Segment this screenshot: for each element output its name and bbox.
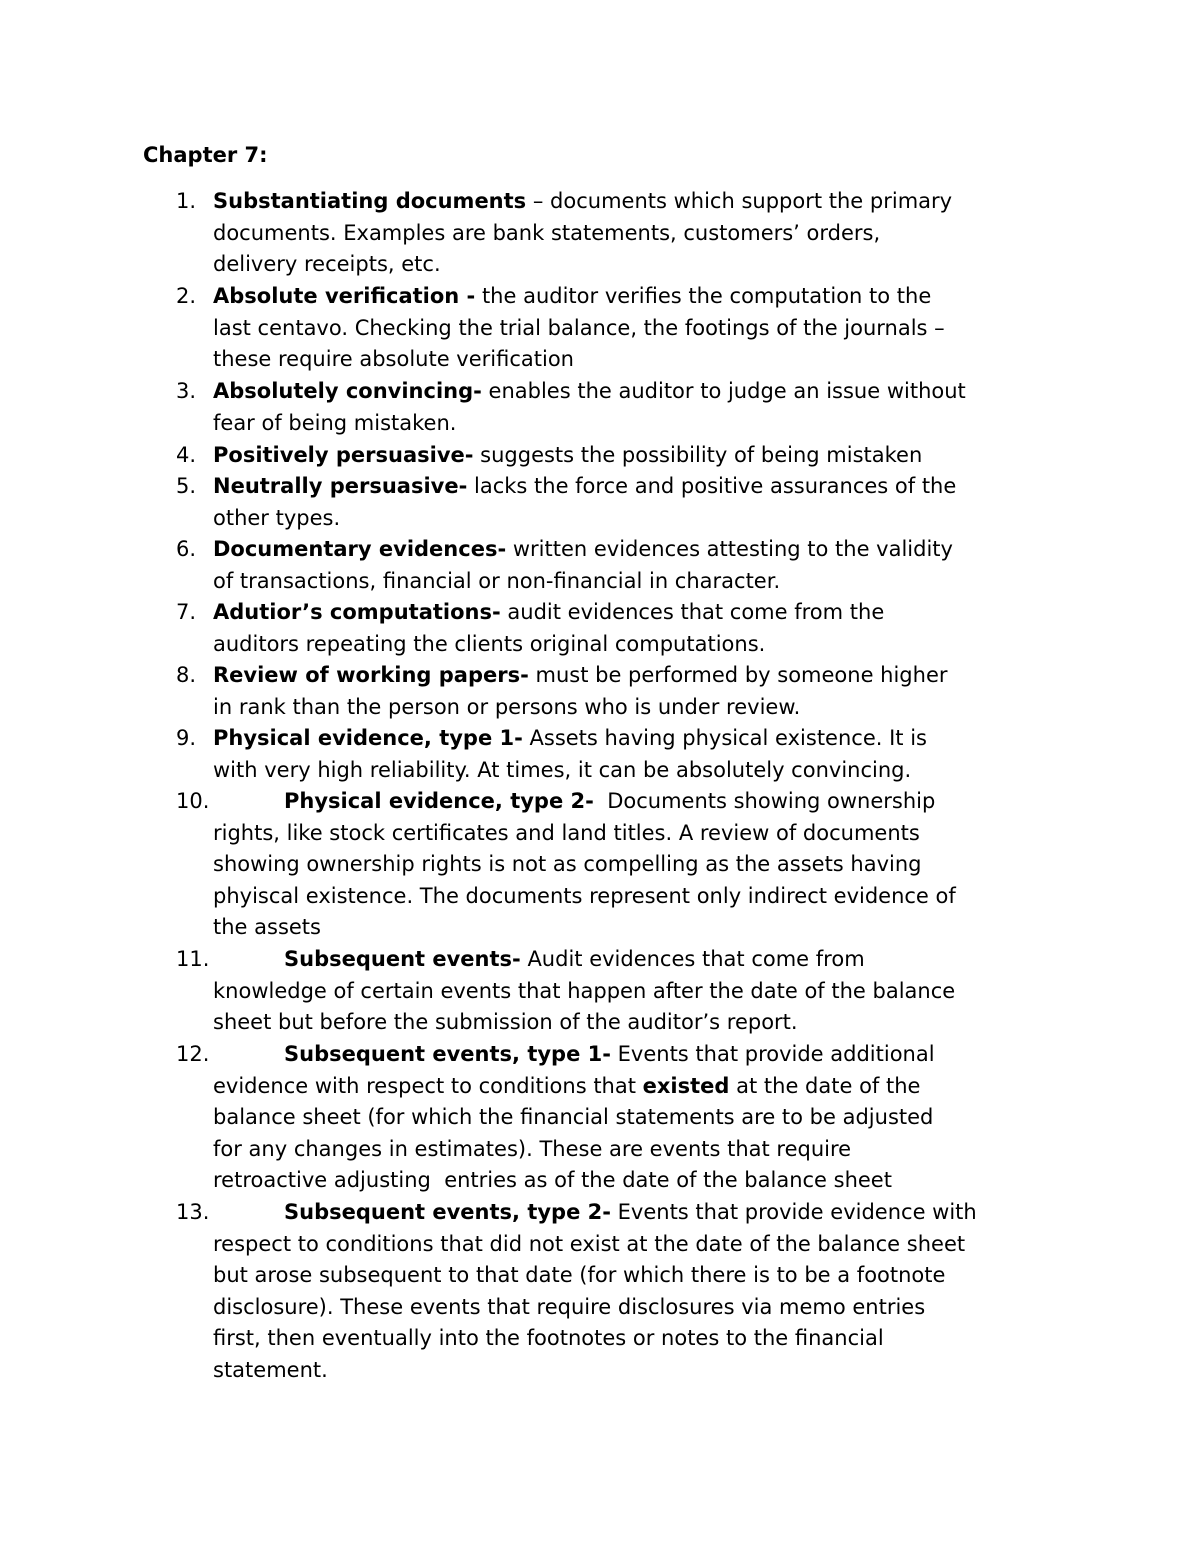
item-line: the assets — [213, 915, 321, 940]
item-body — [213, 786, 1073, 944]
item-line: but arose subsequent to that date (for which there is to be a footnote — [213, 1263, 946, 1288]
item-term: Subsequent events, type 2- — [284, 1200, 611, 1224]
item-line: evidence with respect to conditions that existed at the date of the — [213, 1073, 921, 1098]
item-body — [213, 471, 1073, 534]
item-line: Subsequent events, type 1- Events that provide additional — [284, 1042, 935, 1066]
item-number: 13. — [176, 1200, 210, 1224]
item-line: phyiscal existence. The documents represent only indirect evidence of — [213, 883, 956, 908]
item-body — [213, 186, 1073, 281]
item-line: with very high reliability. At times, it can be absolutely convincing. — [213, 757, 912, 782]
item-body — [213, 281, 1073, 376]
item-number: 5. — [176, 474, 197, 498]
item-line: showing ownership rights is not as compelling as the assets having — [213, 852, 922, 877]
item-term: Physical evidence, type 1- — [213, 726, 523, 750]
item-body — [213, 597, 1073, 660]
emphasis-word: existed — [642, 1073, 730, 1098]
item-number: 8. — [176, 663, 197, 687]
item-body — [213, 660, 1073, 723]
chapter-title: Chapter 7: — [143, 143, 268, 167]
item-line: sheet but before the submission of the auditor’s report. — [213, 1010, 798, 1035]
item-body — [213, 440, 1073, 472]
item-number: 12. — [176, 1042, 210, 1066]
item-number: 9. — [176, 726, 197, 750]
item-line: respect to conditions that did not exist at the date of the balance sheet — [213, 1231, 966, 1256]
item-number: 3. — [176, 379, 197, 403]
item-line: knowledge of certain events that happen after the date of the balance — [213, 978, 956, 1003]
item-line: Subsequent events- Audit evidences that come from — [284, 947, 865, 971]
item-term: Positively persuasive- — [213, 443, 474, 467]
item-term: Subsequent events- — [284, 947, 521, 971]
item-line: Physical evidence, type 1- Assets having physical existence. It is — [213, 726, 927, 750]
item-line: statement. — [213, 1357, 328, 1382]
item-line: Neutrally persuasive- lacks the force and positive assurances of the — [213, 474, 957, 498]
item-number: 7. — [176, 600, 197, 624]
item-line: balance sheet (for which the financial statements are to be adjusted — [213, 1105, 934, 1130]
item-term: Subsequent events, type 1- — [284, 1042, 611, 1066]
item-line: Documentary evidences- written evidences attesting to the validity — [213, 537, 953, 561]
item-line: disclosure). These events that require disclosures via memo entries — [213, 1294, 926, 1319]
item-body — [213, 376, 1073, 439]
item-line: Adutior’s computations- audit evidences that come from the — [213, 600, 885, 624]
item-term: Substantiating documents — [213, 189, 527, 213]
item-term: Documentary evidences- — [213, 537, 507, 561]
item-line: rights, like stock certificates and land titles. A review of documents — [213, 820, 920, 845]
item-body — [213, 1197, 1073, 1387]
item-line: of transactions, financial or non-financial in character. — [213, 568, 781, 593]
item-line: delivery receipts, etc. — [213, 252, 441, 277]
item-number: 1. — [176, 189, 197, 213]
item-body — [213, 1039, 1073, 1197]
item-line: documents. Examples are bank statements, customers’ orders, — [213, 220, 881, 245]
item-body — [213, 723, 1073, 786]
item-line: Absolutely convincing- enables the auditor to judge an issue without — [213, 379, 966, 403]
item-line: other types. — [213, 505, 341, 530]
item-number: 4. — [176, 443, 197, 467]
item-line: Physical evidence, type 2- Documents showing ownership — [284, 789, 936, 813]
item-line: first, then eventually into the footnotes or notes to the financial — [213, 1326, 884, 1351]
item-term: Neutrally persuasive- — [213, 474, 468, 498]
item-line: in rank than the person or persons who is under review. — [213, 694, 801, 719]
item-line: Substantiating documents – documents which support the primary — [213, 189, 953, 213]
item-line: retroactive adjusting entries as of the date of the balance sheet — [213, 1168, 892, 1193]
item-line: for any changes in estimates). These are events that require — [213, 1136, 852, 1161]
item-body — [213, 944, 1073, 1039]
item-line: last centavo. Checking the trial balance, the footings of the journals – — [213, 315, 945, 340]
item-term: Physical evidence, type 2- — [284, 789, 594, 813]
item-line: Absolute verification - the auditor verifies the computation to the — [213, 284, 932, 308]
item-term: Adutior’s computations- — [213, 600, 501, 624]
item-line: these require absolute verification — [213, 347, 574, 372]
item-number: 11. — [176, 947, 210, 971]
item-term: Review of working papers- — [213, 663, 529, 687]
item-term: Absolutely convincing- — [213, 379, 482, 403]
item-line: Review of working papers- must be performed by someone higher — [213, 663, 948, 687]
item-number: 2. — [176, 284, 197, 308]
item-line: Subsequent events, type 2- Events that provide evidence with — [284, 1200, 977, 1224]
item-number: 10. — [176, 789, 210, 813]
item-number: 6. — [176, 537, 197, 561]
item-line: auditors repeating the clients original computations. — [213, 631, 766, 656]
item-term: Absolute verification - — [213, 284, 476, 308]
item-line: fear of being mistaken. — [213, 410, 457, 435]
item-line: Positively persuasive- suggests the possibility of being mistaken — [213, 443, 923, 467]
item-body — [213, 534, 1073, 597]
